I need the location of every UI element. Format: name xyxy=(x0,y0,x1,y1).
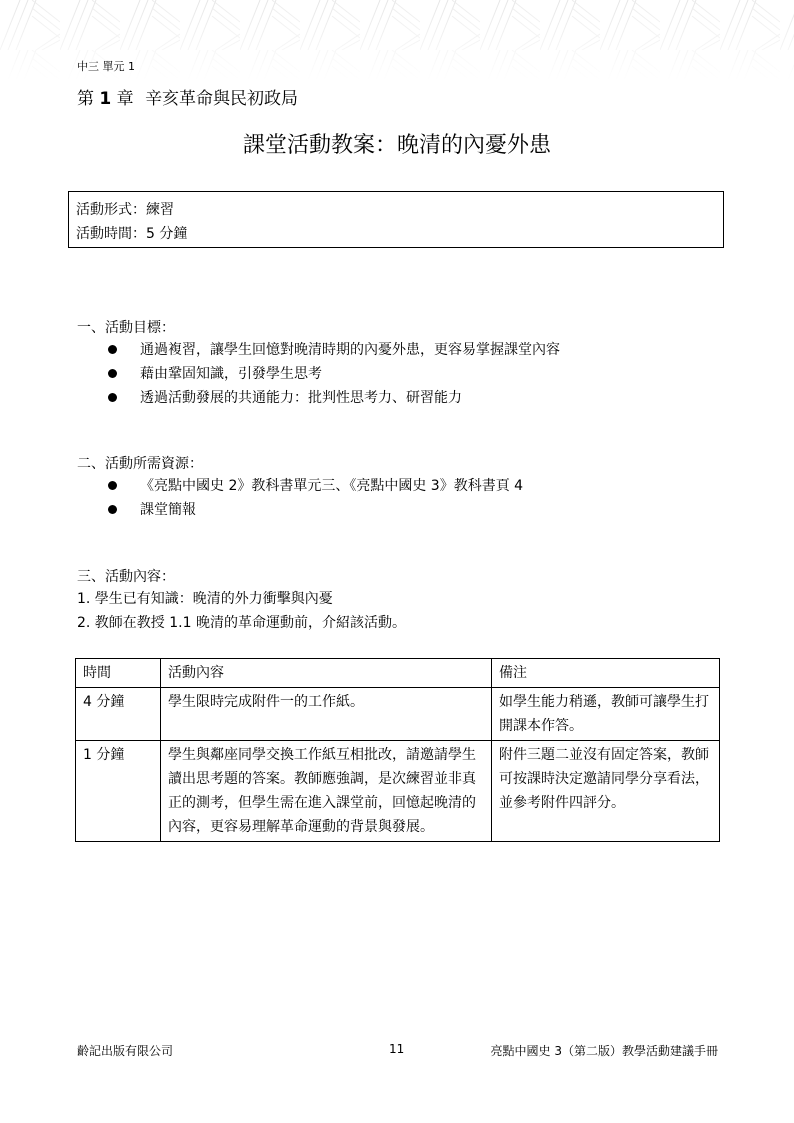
cell-time: 4 分鐘 xyxy=(76,688,161,741)
bullet-icon xyxy=(108,481,117,490)
list-item: 課堂簡報 xyxy=(108,498,523,522)
content-heading: 三、活動內容： xyxy=(77,569,175,585)
footer-page-number: 11 xyxy=(389,1042,405,1056)
activity-form-line: 活動形式：練習 xyxy=(76,202,174,218)
cell-note: 附件三題二並沒有固定答案，教師可按課時決定邀請同學分享看法，並參考附件四評分。 xyxy=(492,741,720,842)
column-header-time: 時間 xyxy=(76,659,161,688)
cell-activity: 學生限時完成附件一的工作紙。 xyxy=(161,688,492,741)
footer-publisher: 齡記出版有限公司 xyxy=(77,1044,174,1058)
objectives-list xyxy=(108,338,560,410)
content-steps xyxy=(77,587,406,635)
chapter-number: 1 xyxy=(99,89,112,109)
unit-label: 中三 單元 1 xyxy=(77,60,135,73)
cell-activity: 學生與鄰座同學交換工作紙互相批改，請邀請學生讀出思考題的答案。教師應強調，是次練習並非真正的測考，但學生需在進入課堂前，回憶起晚清的內容，更容易理解革命運動的背景與發展。 xyxy=(161,741,492,842)
bullet-icon xyxy=(108,505,117,514)
column-header-note: 備注 xyxy=(492,659,720,688)
resources-list xyxy=(108,474,523,522)
activity-time-line: 活動時間：5 分鐘 xyxy=(76,226,188,242)
objectives-heading: 一、活動目標： xyxy=(77,320,175,336)
chapter-name: 辛亥革命與民初政局 xyxy=(145,89,299,109)
content-step: 1. 學生已有知識：晚清的外力衝擊與內憂 xyxy=(77,591,333,607)
list-item: 《亮點中國史 2》教科書單元三、《亮點中國史 3》教科書頁 4 xyxy=(108,474,523,498)
table-header-row xyxy=(76,659,720,688)
chapter-suffix: 章 xyxy=(116,89,134,109)
resources-heading: 二、活動所需資源： xyxy=(77,456,203,472)
lesson-title: 課堂活動教案：晚清的內憂外患 xyxy=(242,133,551,158)
bullet-icon xyxy=(108,393,117,402)
bullet-icon xyxy=(108,345,117,354)
table-row xyxy=(76,688,720,741)
footer-book-title: 亮點中國史 3（第二版）教學活動建議手冊 xyxy=(490,1044,718,1058)
bullet-icon xyxy=(108,369,117,378)
list-item: 通過複習，讓學生回憶對晚清時期的內憂外患，更容易掌握課堂內容 xyxy=(108,338,560,362)
chapter-title xyxy=(77,84,298,109)
cell-note: 如學生能力稍遜，教師可讓學生打開課本作答。 xyxy=(492,688,720,741)
activity-table xyxy=(75,658,720,842)
list-item: 透過活動發展的共通能力：批判性思考力、研習能力 xyxy=(108,386,560,410)
list-item: 藉由鞏固知識，引發學生思考 xyxy=(108,362,560,386)
chapter-prefix: 第 xyxy=(77,89,94,109)
content-step: 2. 教師在教授 1.1 晚清的革命運動前，介紹該活動。 xyxy=(77,615,406,631)
column-header-activity: 活動內容 xyxy=(161,659,492,688)
table-row xyxy=(76,741,720,842)
cell-time: 1 分鐘 xyxy=(76,741,161,842)
activity-info-box xyxy=(68,191,724,248)
